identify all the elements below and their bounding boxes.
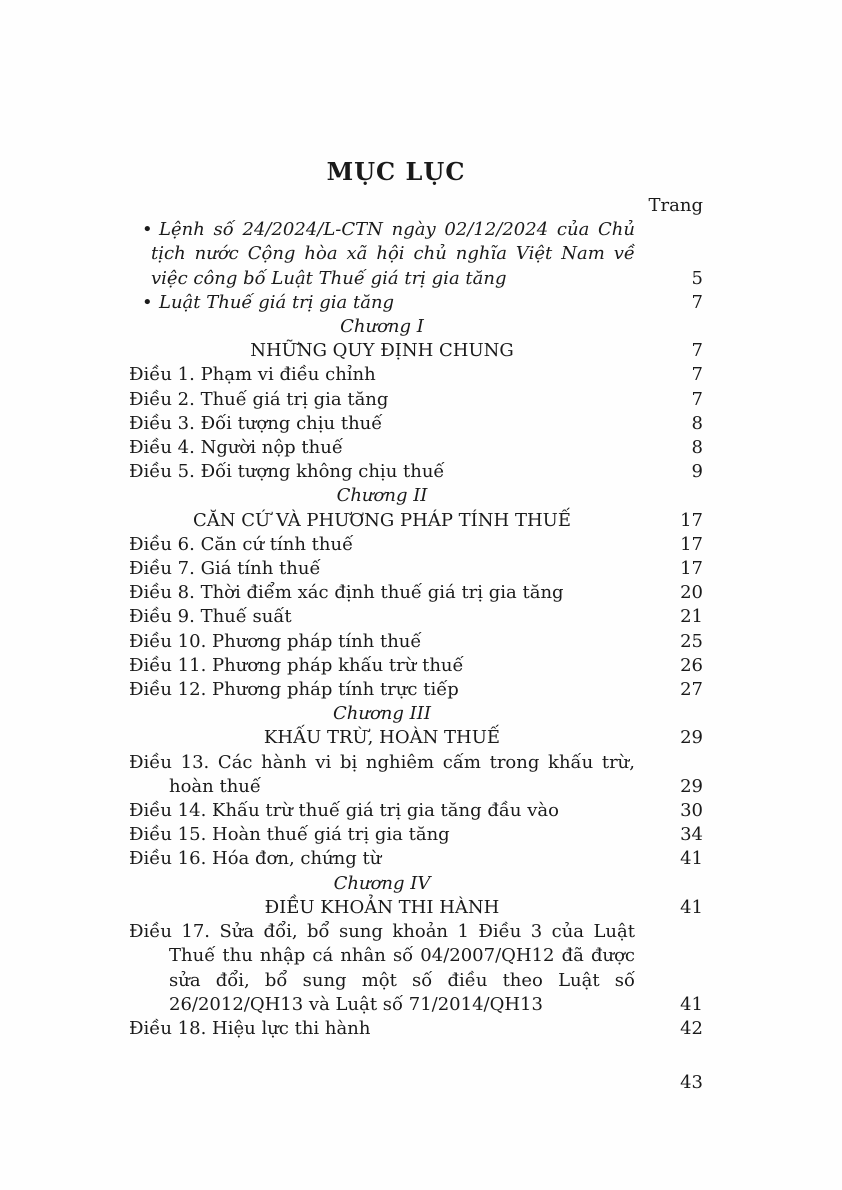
article-entry: [129, 363, 703, 387]
article-line: Điều 9. Thuế suất: [129, 606, 292, 628]
article-entry: [129, 799, 703, 823]
toc-entry-line: việc công bố Luật Thuế giá trị gia tăng: [151, 267, 507, 289]
page-number: 41: [680, 848, 703, 870]
bullet-icon: •: [142, 219, 153, 241]
article-entry: [129, 533, 703, 557]
page-number: 34: [680, 824, 703, 846]
chapter-label: Chương III: [333, 703, 431, 725]
chapter-title: CĂN CỨ VÀ PHƯƠNG PHÁP TÍNH THUẾ: [193, 509, 571, 531]
page-number: 29: [680, 775, 703, 797]
article-line: Điều 7. Giá tính thuế: [129, 558, 321, 580]
page-number: 17: [680, 533, 703, 555]
article-line: Điều 1. Phạm vi điều chỉnh: [129, 364, 376, 386]
article-line: Điều 11. Phương pháp khấu trừ thuế: [129, 654, 464, 676]
article-line: Thuế thu nhập cá nhân số 04/2007/QH12 đã được: [169, 945, 635, 967]
article-line: sửa đổi, bổ sung một số điều theo Luật số: [169, 969, 635, 991]
chapter-title-row: [129, 509, 703, 533]
page-number: 9: [691, 461, 703, 483]
page-number: 41: [680, 993, 703, 1015]
article-line: Điều 12. Phương pháp tính trực tiếp: [129, 679, 459, 701]
article-entry: [129, 654, 703, 678]
article-entry: [129, 460, 703, 484]
chapter-label: Chương I: [340, 316, 424, 338]
article-line: 26/2012/QH13 và Luật số 71/2014/QH13: [169, 993, 543, 1015]
page-number: 29: [680, 727, 703, 749]
toc-entry-decree: [129, 218, 703, 291]
chapter-title: ĐIỀU KHOẢN THI HÀNH: [264, 896, 500, 918]
article-entry: [129, 1017, 703, 1041]
toc-content: [129, 155, 703, 1095]
article-line: Điều 17. Sửa đổi, bổ sung khoản 1 Điều 3 của Luật: [129, 921, 635, 943]
article-line: Điều 15. Hoàn thuế giá trị gia tăng: [129, 824, 450, 846]
page-number: 5: [691, 267, 703, 289]
article-entry: [129, 605, 703, 629]
article-entry: [129, 388, 703, 412]
article-line: Điều 2. Thuế giá trị gia tăng: [129, 388, 389, 410]
chapter-label: Chương II: [336, 485, 428, 507]
page-number: 8: [691, 437, 703, 459]
footer-page-number: 43: [680, 1072, 703, 1094]
article-line: Điều 5. Đối tượng không chịu thuế: [129, 461, 445, 483]
chapter-title-row: [129, 896, 703, 920]
article-entry: [129, 630, 703, 654]
toc-entry-line: Lệnh số 24/2024/L-CTN ngày 02/12/2024 của Chủ: [159, 219, 635, 241]
article-line: Điều 14. Khấu trừ thuế giá trị gia tăng đầu vào: [129, 800, 559, 822]
toc-entry-line: tịch nước Cộng hòa xã hội chủ nghĩa Việt Nam về: [151, 243, 635, 265]
article-line: Điều 6. Căn cứ tính thuế: [129, 533, 354, 555]
page-number: 25: [680, 630, 703, 652]
bullet-icon: •: [142, 291, 153, 313]
article-line: Điều 3. Đối tượng chịu thuế: [129, 412, 383, 434]
chapter-title-row: [129, 339, 703, 363]
article-line: Điều 16. Hóa đơn, chứng từ: [129, 848, 382, 870]
page-number: 17: [680, 509, 703, 531]
chapter-title: NHỮNG QUY ĐỊNH CHUNG: [250, 340, 514, 362]
page-number: 8: [691, 412, 703, 434]
page-number: 7: [691, 364, 703, 386]
article-entry: [129, 920, 703, 1017]
article-entry: [129, 823, 703, 847]
page-number: 30: [680, 800, 703, 822]
page-number: 27: [680, 679, 703, 701]
page-number: 41: [680, 896, 703, 918]
article-entry: [129, 751, 703, 799]
page-title: MỤC LỤC: [326, 157, 466, 186]
page-column-header: Trang: [648, 195, 703, 216]
article-entry: [129, 847, 703, 871]
toc-entry-law: [129, 291, 703, 315]
article-line: Điều 8. Thời điểm xác định thuế giá trị gia tăng: [129, 582, 564, 604]
chapter-title: KHẤU TRỪ, HOÀN THUẾ: [263, 727, 501, 749]
article-line: Điều 13. Các hành vi bị nghiêm cấm trong khấu trừ,: [129, 751, 635, 773]
page-number: 42: [680, 1017, 703, 1039]
chapter-label: Chương IV: [333, 872, 431, 894]
chapter-title-row: [129, 726, 703, 750]
article-line: Điều 10. Phương pháp tính thuế: [129, 630, 422, 652]
article-entry: [129, 436, 703, 460]
page-number: 20: [680, 582, 703, 604]
page-number: 7: [691, 291, 703, 313]
page-number: 26: [680, 654, 703, 676]
article-line: hoàn thuế: [169, 775, 261, 797]
toc-entry-line: Luật Thuế giá trị gia tăng: [159, 291, 395, 313]
page-number: 17: [680, 558, 703, 580]
page-number: 7: [691, 340, 703, 362]
article-line: Điều 18. Hiệu lực thi hành: [129, 1017, 371, 1039]
article-entry: [129, 557, 703, 581]
page-number: 7: [691, 388, 703, 410]
page-number: 21: [680, 606, 703, 628]
article-entry: [129, 412, 703, 436]
article-entry: [129, 678, 703, 702]
article-entry: [129, 581, 703, 605]
article-line: Điều 4. Người nộp thuế: [129, 437, 343, 459]
